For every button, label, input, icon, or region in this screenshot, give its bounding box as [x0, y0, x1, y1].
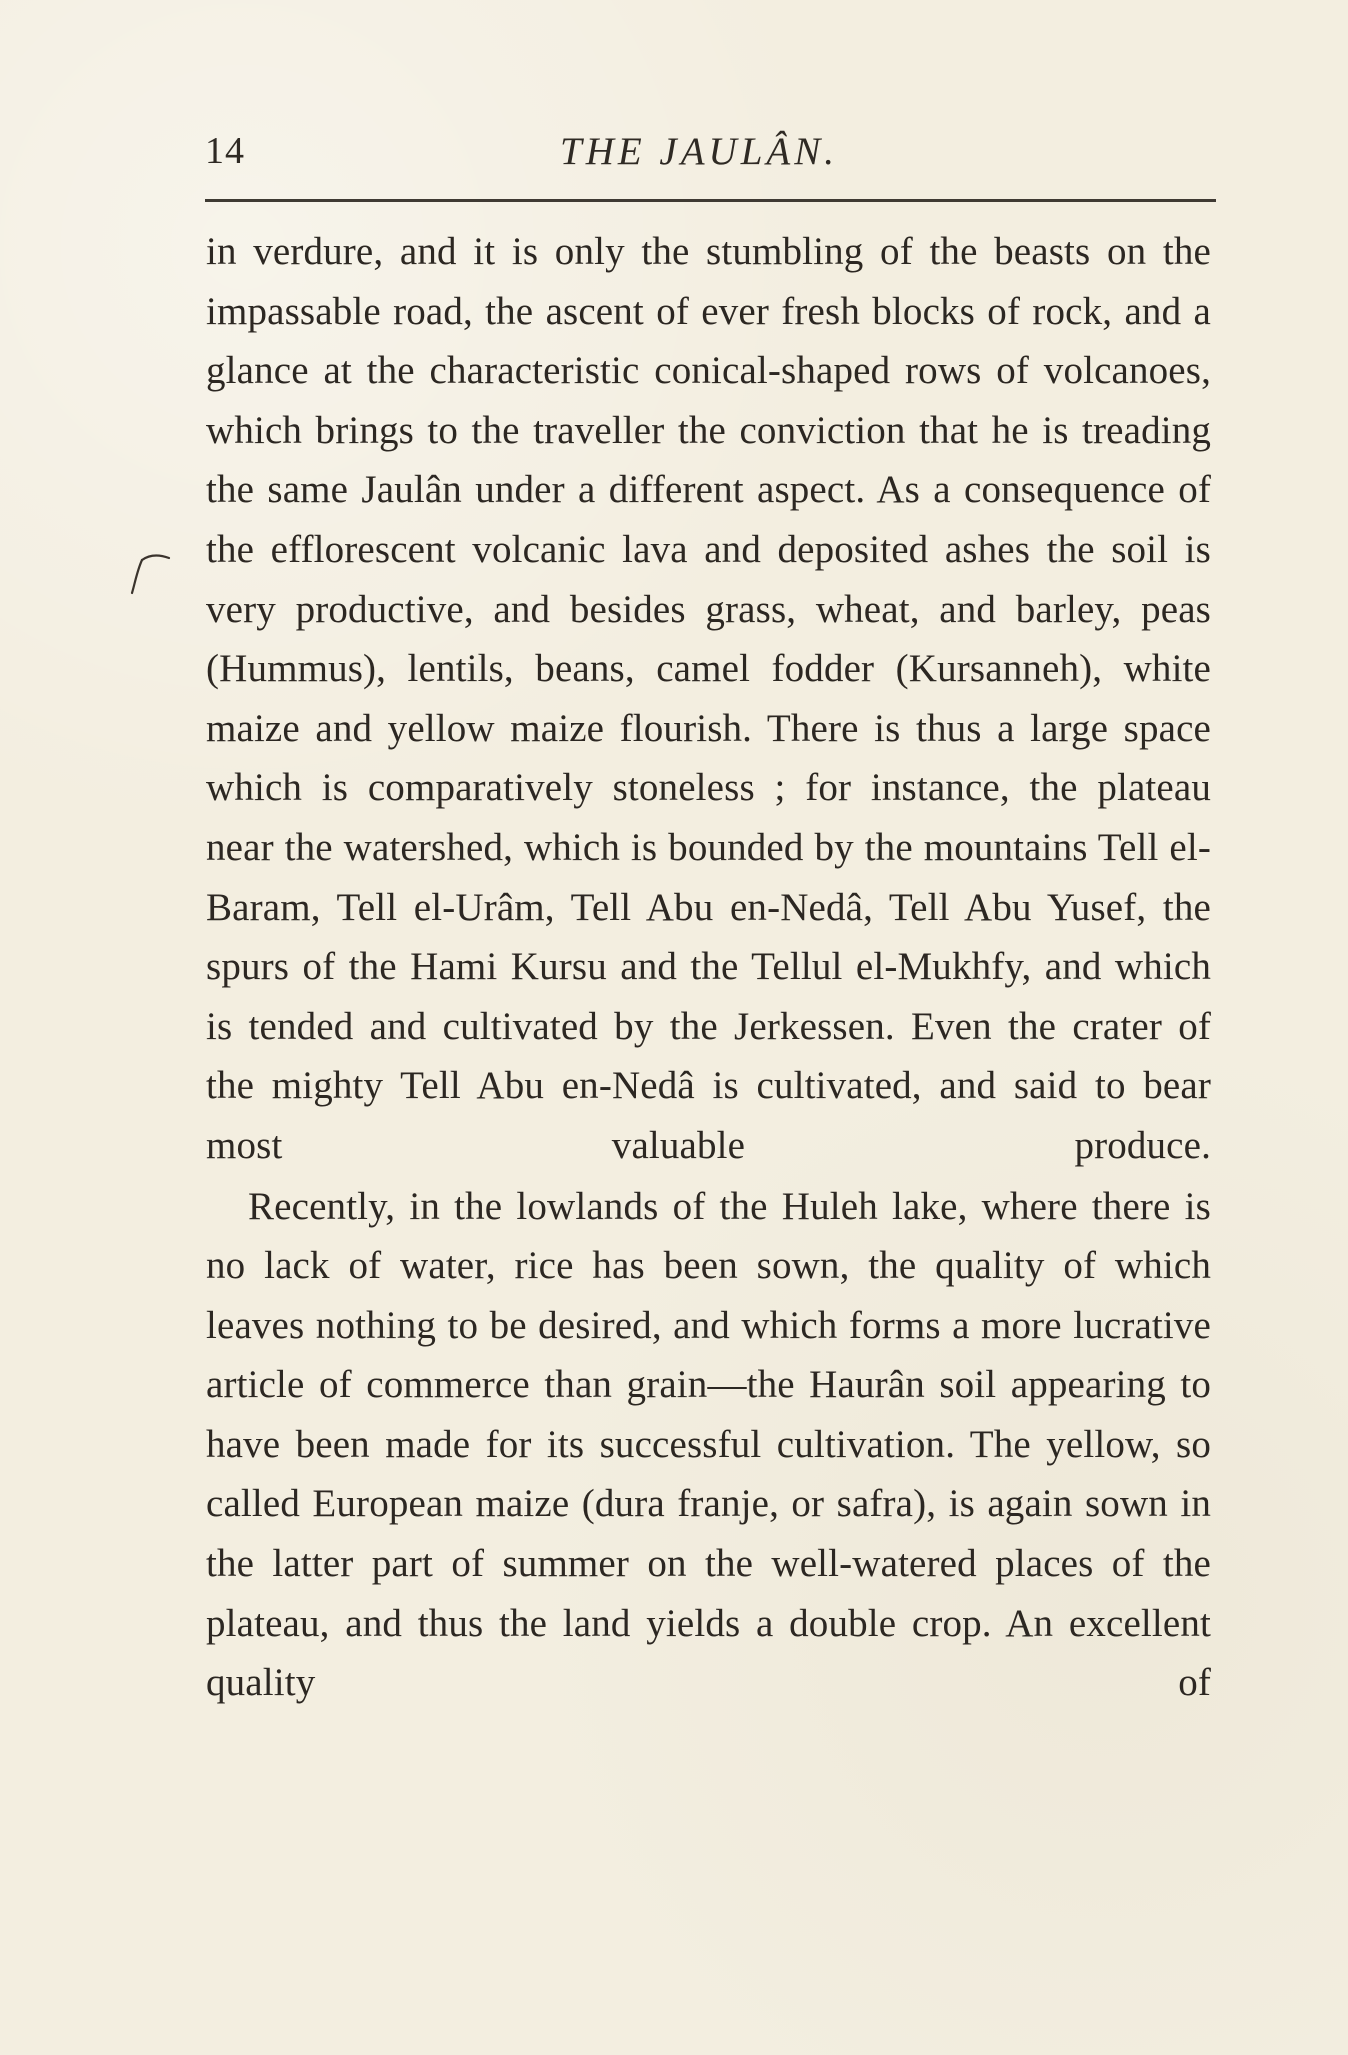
page-header — [205, 132, 1215, 190]
page-number: 14 — [205, 130, 245, 172]
header-rule — [205, 199, 1216, 202]
body-text — [206, 222, 1211, 1713]
margin-pen-mark-icon — [118, 548, 172, 596]
paragraph-1: in verdure, and it is only the stumbling of the beasts on the impassable road, the ascent of ever fresh blocks of rock, and a glance at the characteristic conical-shaped rows of volcanoes, which brings to the traveller the conviction that he is treading the same Jaulân under a different aspect. As a consequence of the efflorescent volcanic lava and deposited ashes the soil is very productive, and besides grass, wheat, and barley, peas (Hummus), lentils, beans, camel fodder (Kursanneh), white maize and yellow maize flourish. There is thus a large space which is comparatively stoneless ; for instance, the plateau near the watershed, which is bounded by the mountains Tell el-Baram, Tell el-Urâm, Tell Abu en-Nedâ, Tell Abu Yusef, the spurs of the Hami Kursu and the Tellul el-Mukhfy, and which is tended and cultivated by the Jerkessen. Even the crater of the mighty Tell Abu en-Nedâ is cultivated, and said to bear most valuable produce. — [206, 230, 1211, 1167]
paragraph-2: Recently, in the lowlands of the Huleh lake, where there is no lack of water, rice has been sown, the quality of which leaves nothing to be desired, and which forms a more lucrative article of commerce than grain—the Haurân soil appearing to have been made for its successful cultivation. The yellow, so called European maize (dura franje, or safra), is again sown in the latter part of summer on the well-watered places of the plateau, and thus the land yields a double crop. An excellent quality of — [206, 1184, 1211, 1705]
running-title: THE JAULÂN. — [560, 130, 838, 173]
